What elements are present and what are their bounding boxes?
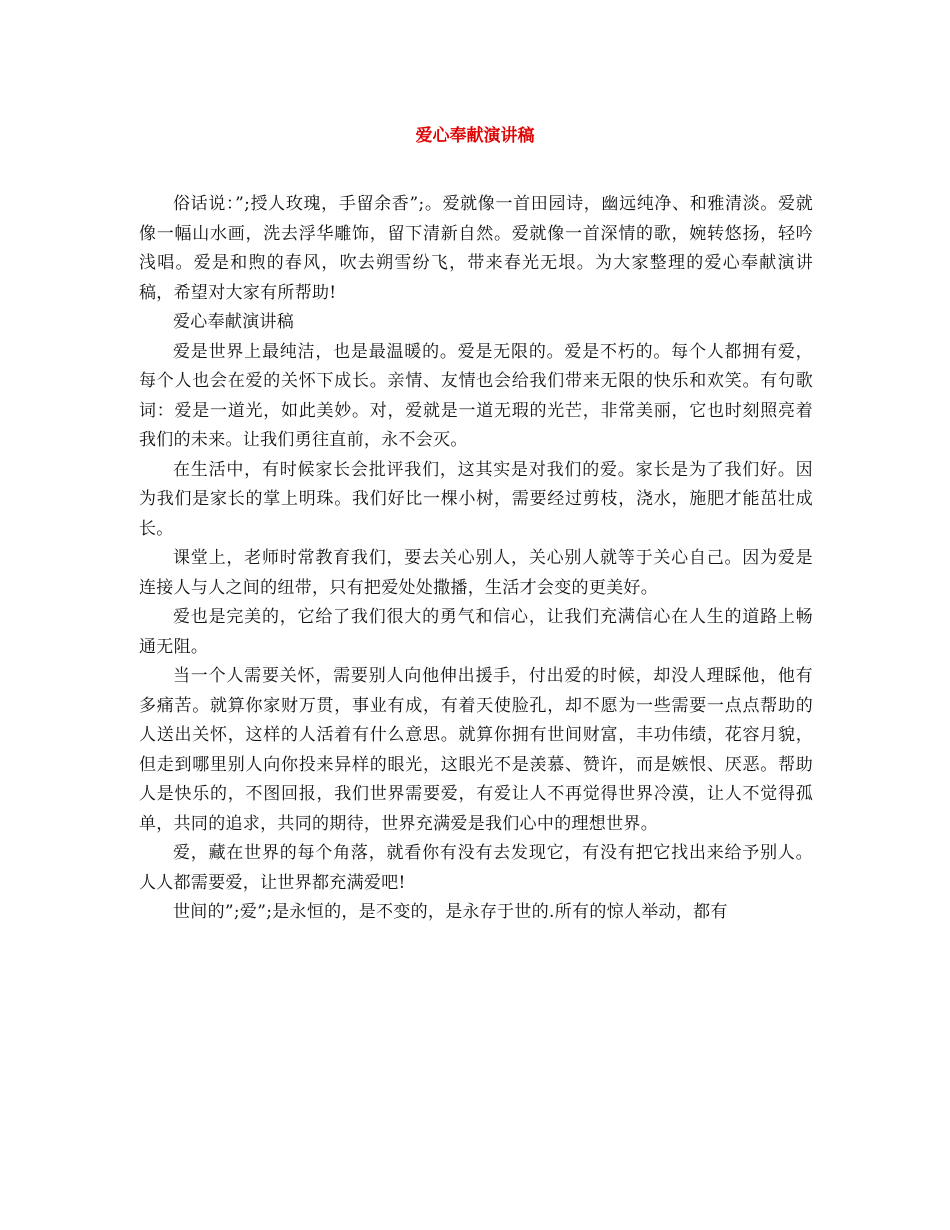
page-title: 爱心奉献演讲稿: [415, 126, 535, 146]
paragraph-classroom: 课堂上，老师时常教育我们，要去关心别人，关心别人就等于关心自己。因为爱是连接人与人之间的纽带，只有把爱处处撒播，生活才会变的更美好。: [139, 548, 813, 598]
paragraph-care: 当一个人需要关怀，需要别人向他伸出援手，付出爱的时候，却没人理睬他，他有多痛苦。就算你家财万贯，事业有成，有着天使脸孔，却不愿为一些需要一点点帮助的人送出关怀，这样的人活着有什么意思。就算你拥有世间财富，丰功伟绩，花容月貌，但走到哪里别人向你投来异样的眼光，这眼光不是羡慕、赞许，而是嫉恨、厌恶。帮助人是快乐的，不图回报，我们世界需要爱，有爱让人不再觉得世界冷漠，让人不觉得孤单，共同的追求，共同的期待，世界充满爱是我们心中的理想世界。: [139, 666, 813, 834]
paragraph-intro: 俗话说：”;授人玫瑰，手留余香”;。爱就像一首田园诗，幽远纯净、和雅清淡。爱就像一幅山水画，洗去浮华雕饰，留下清新自然。爱就像一首深情的歌，婉转悠扬，轻吟浅唱。爱是和煦的春风，吹去朔雪纷飞，带来春光无垠。为大家整理的爱心奉献演讲稿，希望对大家有所帮助!: [139, 194, 813, 303]
section-heading: 爱心奉献演讲稿: [173, 312, 295, 332]
paragraph-every-corner: 爱，藏在世界的每个角落，就看你有没有去发现它，有没有把它找出来给予别人。人人都需要爱，让世界都充满爱吧!: [139, 843, 813, 893]
paragraph-eternal-love: 世间的”;爱”;是永恒的，是不变的，是永存于世的.所有的惊人举动，都有: [173, 902, 728, 922]
document-body: [139, 190, 813, 928]
paragraph-perfect-love: 爱也是完美的，它给了我们很大的勇气和信心，让我们充满信心在人生的道路上畅通无阻。: [139, 607, 813, 657]
paragraph-parents: 在生活中，有时候家长会批评我们，这其实是对我们的爱。家长是为了我们好。因为我们是家长的掌上明珠。我们好比一棵小树，需要经过剪枝，浇水，施肥才能茁壮成长。: [139, 459, 813, 539]
paragraph-love-purest: 爱是世界上最纯洁，也是最温暖的。爱是无限的。爱是不朽的。每个人都拥有爱，每个人也会在爱的关怀下成长。亲情、友情也会给我们带来无限的快乐和欢笑。有句歌词：爱是一道光，如此美妙。对，爱就是一道无瑕的光芒，非常美丽，它也时刻照亮着我们的未来。让我们勇往直前，永不会灭。: [139, 341, 813, 450]
